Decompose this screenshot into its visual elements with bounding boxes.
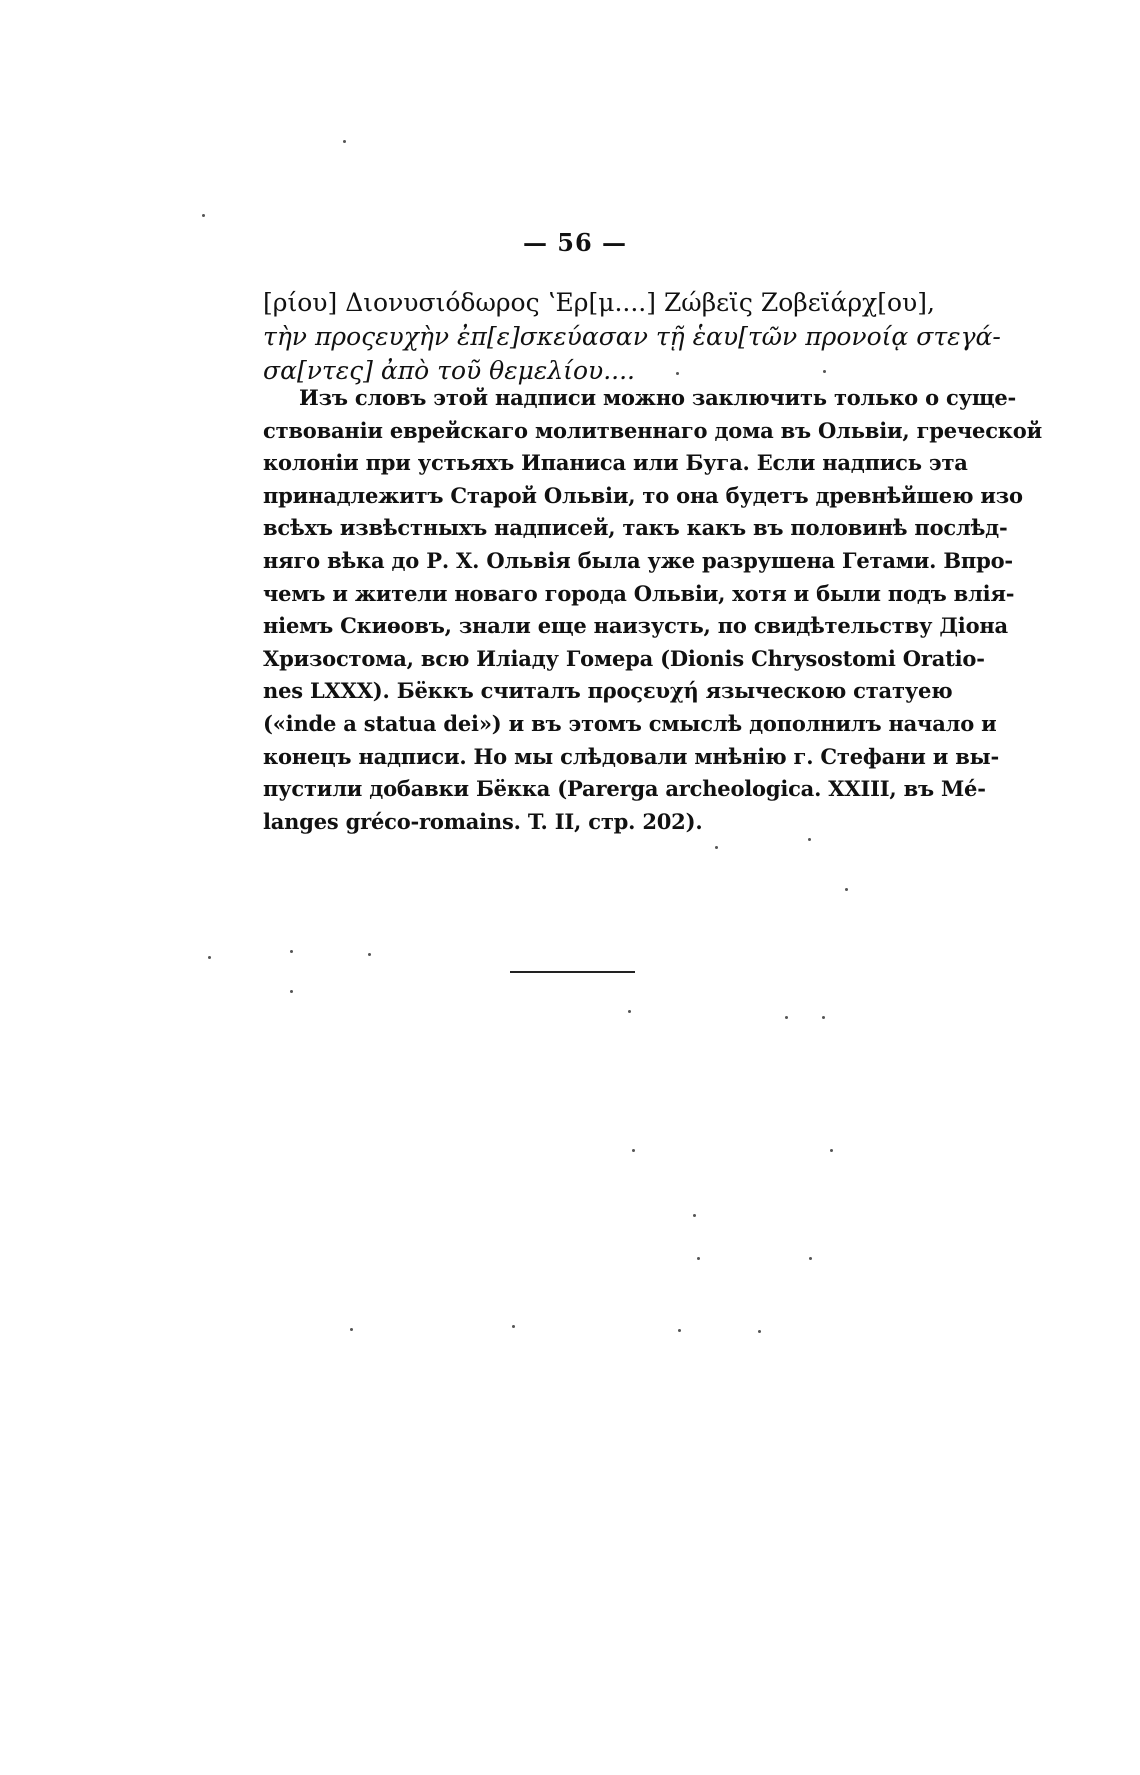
inscription-line: τὴν προςευχὴν ἐπ[ε]σκεύασαν τῇ ἑαυ[τῶν προνοίᾳ στεγά- <box>263 322 1001 351</box>
text-line: колоніи при устьяхъ Ипаниса или Буга. Если надпись эта <box>263 450 968 476</box>
text-line: nes LXXX). Бёккъ считалъ προςευχή языческою статуею <box>263 678 953 704</box>
inscription-line: [ρίου] Διονυσιόδωρος ʽΕρ[μ....] Ζώβεϊς Ζοβεϊάρχ[ου], <box>263 288 935 317</box>
text-line: Хризостома, всю Иліаду Гомера (Dionis Chrysostomi Oratio- <box>263 645 985 671</box>
text-line: Изъ словъ этой надписи можно заключить только о суще- <box>299 385 1017 410</box>
scan-speck <box>350 1328 353 1331</box>
text-line: чемъ и жители новаго города Ольвіи, хотя и были подъ влія- <box>263 580 1015 606</box>
text-line: конецъ надписи. Но мы слѣдовали мнѣнію г. Стефани и вы- <box>263 743 999 769</box>
scan-speck <box>697 1257 700 1260</box>
scan-speck <box>785 1016 788 1019</box>
text-line: принадлежитъ Старой Ольвіи, то она будетъ древнѣйшею изо <box>263 482 1023 508</box>
text-line: («inde a statua dei») и въ этомъ смыслѣ дополнилъ начало и <box>263 710 997 736</box>
scan-speck <box>202 214 205 217</box>
page-number: — 56 — <box>522 228 628 257</box>
text-line: ніемъ Скиѳовъ, знали еще наизусть, по свидѣтельству Діона <box>263 613 1008 639</box>
scan-speck <box>693 1214 696 1217</box>
scan-speck <box>822 1016 825 1019</box>
scan-speck <box>290 990 293 993</box>
text-line: пустили добавки Бёкка (Parerga archeologica. XXIII, въ Mé- <box>263 776 986 802</box>
commentary-paragraph <box>263 382 1042 838</box>
scan-speck <box>628 1010 631 1013</box>
scan-speck <box>830 1149 833 1152</box>
scan-speck <box>208 956 211 959</box>
scan-speck <box>676 372 679 375</box>
scan-speck <box>845 888 848 891</box>
scan-speck <box>632 1149 635 1152</box>
scan-speck <box>368 953 371 956</box>
scan-speck <box>290 950 293 953</box>
scan-speck <box>809 1257 812 1260</box>
scan-speck <box>715 846 718 849</box>
greek-inscription <box>263 286 1001 388</box>
text-line: няго вѣка до Р. Х. Ольвія была уже разрушена Гетами. Впро- <box>263 547 1013 573</box>
text-line: ствованіи еврейскаго молитвеннаго дома въ Ольвіи, греческой <box>263 417 1042 443</box>
scan-speck <box>823 370 826 373</box>
scan-speck <box>808 838 811 841</box>
section-divider <box>510 971 635 973</box>
text-line: всѣхъ извѣстныхъ надписей, такъ какъ въ половинѣ послѣд- <box>263 515 1008 541</box>
inscription-line: σα[ντες] ἀπὸ τοῦ θεμελίου.... <box>263 356 635 385</box>
scan-speck <box>343 140 346 143</box>
scan-speck <box>512 1325 515 1328</box>
scan-speck <box>678 1329 681 1332</box>
text-line: langes gréco-romains. T. II, стр. 202). <box>263 808 703 834</box>
scan-speck <box>758 1330 761 1333</box>
